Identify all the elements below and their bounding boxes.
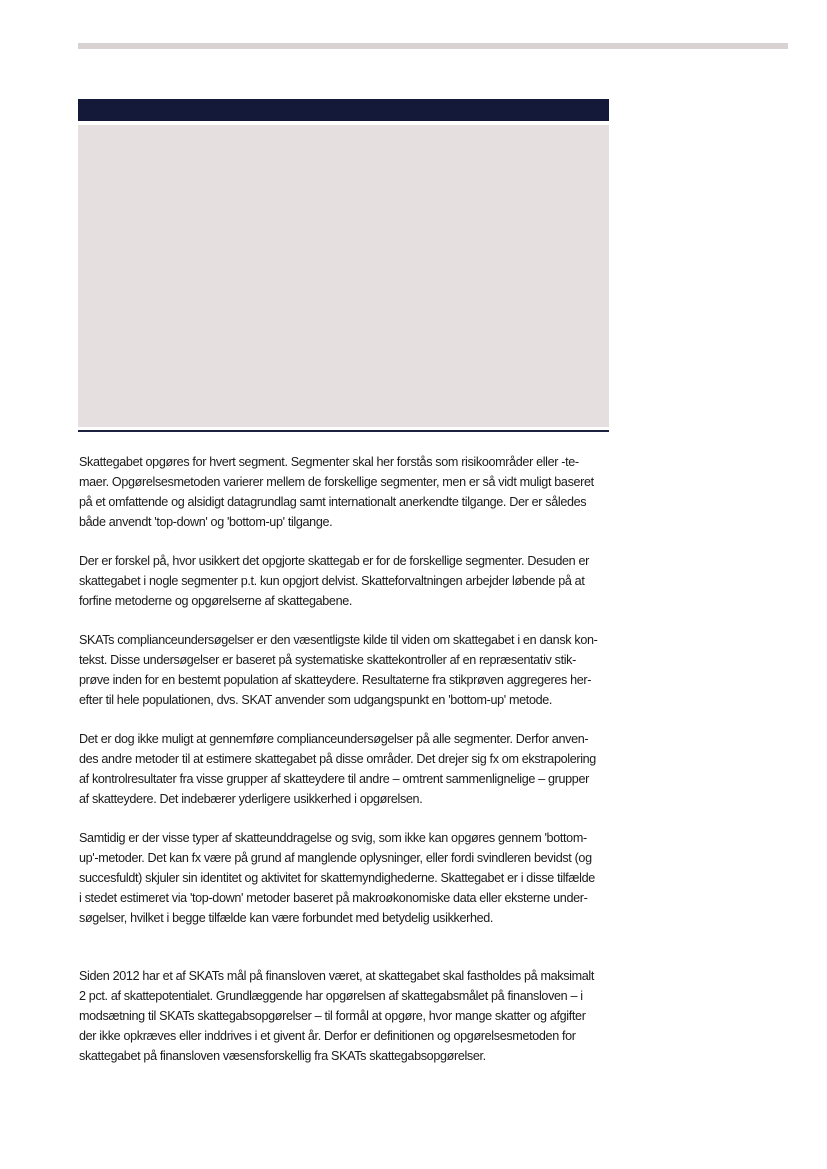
text-line: SKATs complianceundersøgelser er den væsentligste kilde til viden om skattegabet i en dansk kon-	[79, 633, 598, 647]
text-line: efter til hele populationen, dvs. SKAT anvender som udgangspunkt en 'bottom-up' metode.	[79, 693, 553, 707]
text-line: Siden 2012 har et af SKATs mål på finansloven været, at skattegabet skal fastholdes på maksimalt	[79, 969, 594, 983]
text-line: skattegabet på finansloven væsensforskellig fra SKATs skattegabsopgørelser.	[79, 1049, 486, 1063]
figure-box-bottom-rule	[78, 430, 609, 432]
text-line: prøve inden for en bestemt population af skatteydere. Resultaterne fra stikprøven aggregeres her-	[79, 673, 592, 687]
text-line: 2 pct. af skattepotentialet. Grundlæggende har opgørelsen af skattegabsmålet på finansloven – i	[79, 989, 583, 1003]
text-line: Det er dog ikke muligt at gennemføre complianceundersøgelser på alle segmenter. Derfor anven-	[79, 732, 589, 746]
text-line: des andre metoder til at estimere skattegabet på disse områder. Det drejer sig fx om ekstrapolering	[79, 752, 596, 766]
text-line: søgelser, hvilket i begge tilfælde kan være forbundet med betydelig usikkerhed.	[79, 911, 494, 925]
text-line: Der er forskel på, hvor usikkert det opgjorte skattegab er for de forskellige segmenter. Desuden er	[79, 554, 589, 568]
text-line: af kontrolresultater fra visse grupper af skatteydere til andre – omtrent sammenlignelige – grupper	[79, 772, 589, 786]
text-line: af skatteydere. Det indebærer yderligere usikkerhed i opgørelsen.	[79, 792, 423, 806]
text-line: skattegabet i nogle segmenter p.t. kun opgjort delvist. Skatteforvaltningen arbejder løbende på at	[79, 574, 585, 588]
page-header-rule	[78, 43, 788, 49]
figure-box-header	[78, 99, 609, 121]
paragraph-top-down	[79, 828, 609, 928]
text-line: succesfuldt) skjuler sin identitet og aktivitet for skattemyndighederne. Skattegabet er i disse tilfælde	[79, 871, 595, 885]
paragraph-uncertainty	[79, 551, 609, 611]
paragraph-other-methods	[79, 729, 609, 809]
text-line: up'-metoder. Det kan fx være på grund af manglende oplysninger, eller fordi svindleren bevidst (og	[79, 851, 592, 865]
paragraph-segments	[79, 452, 609, 532]
text-line: maer. Opgørelsesmetoden varierer mellem de forskellige segmenter, men er så vidt muligt baseret	[79, 475, 594, 489]
body-text	[79, 452, 609, 1066]
text-line: Samtidig er der visse typer af skatteunddragelse og svig, som ikke kan opgøres gennem 'bottom-	[79, 831, 587, 845]
text-line: modsætning til SKATs skattegabsopgørelser – til formål at opgøre, hvor mange skatter og afgifter	[79, 1009, 586, 1023]
text-line: forfine metoderne og opgørelserne af skattegabene.	[79, 594, 353, 608]
text-line: Skattegabet opgøres for hvert segment. Segmenter skal her forstås som risikoområder eller -te-	[79, 455, 579, 469]
text-line: både anvendt 'top-down' og 'bottom-up' tilgange.	[79, 515, 333, 529]
text-line: i stedet estimeret via 'top-down' metoder baseret på makroøkonomiske data eller eksterne under-	[79, 891, 588, 905]
text-line: der ikke opkræves eller inddrives i et givent år. Derfor er definitionen og opgørelsesmetoden for	[79, 1029, 576, 1043]
text-line: tekst. Disse undersøgelser er baseret på systematiske skattekontroller af en repræsentativ stik-	[79, 653, 576, 667]
text-line: på et omfattende og alsidigt datagrundlag samt internationalt anerkendte tilgange. Der er således	[79, 495, 587, 509]
paragraph-finance-act	[79, 966, 609, 1066]
figure-box-body	[78, 125, 609, 427]
paragraph-compliance	[79, 630, 609, 710]
